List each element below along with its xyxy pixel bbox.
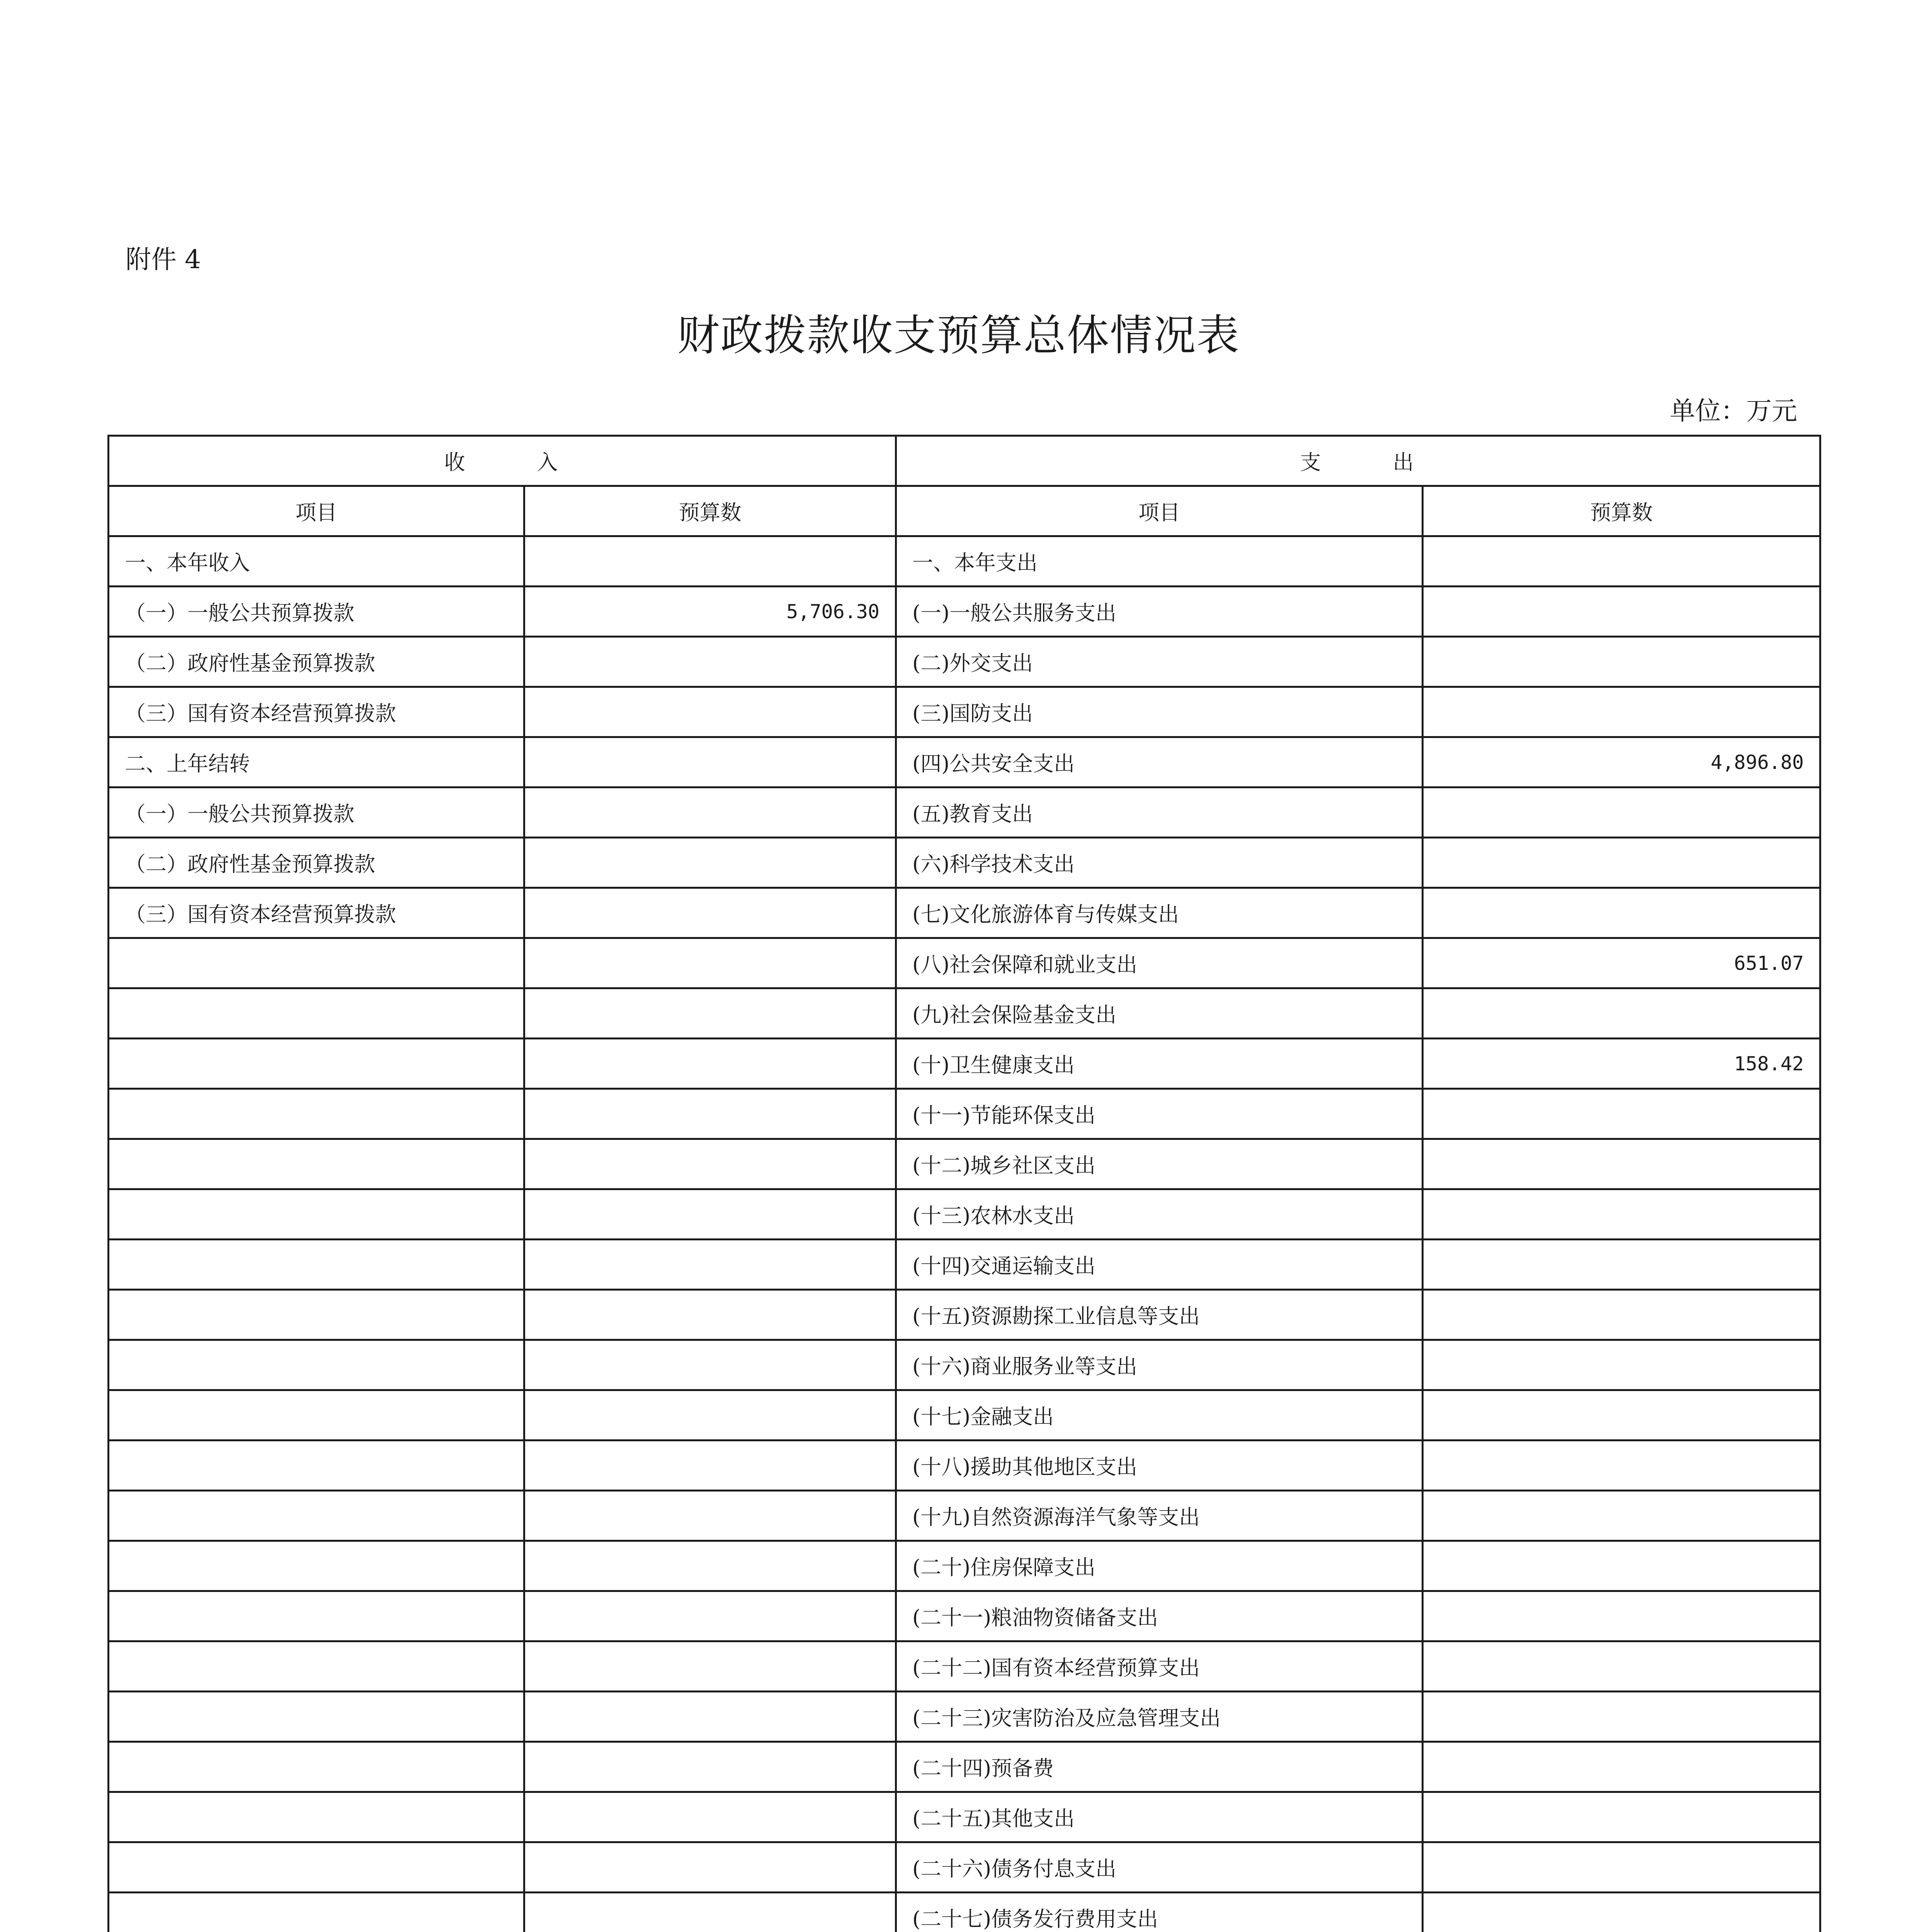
expense-item-cell: (二十一)粮油物资储备支出 (896, 1591, 1423, 1641)
expense-value-cell (1423, 1893, 1820, 1932)
table-row (109, 1139, 1820, 1189)
table-row (109, 1641, 1820, 1692)
income-item-cell: （三）国有资本经营预算拨款 (109, 687, 524, 737)
table-row (109, 1591, 1820, 1641)
income-value-cell (524, 838, 896, 888)
expense-item-cell: (四)公共安全支出 (896, 737, 1423, 787)
table-row (109, 1692, 1820, 1742)
income-value-cell (524, 1893, 896, 1932)
expense-item-cell: (十九)自然资源海洋气象等支出 (896, 1491, 1423, 1541)
income-item-cell (109, 1842, 524, 1893)
income-item-cell (109, 1541, 524, 1591)
income-item-cell (109, 1440, 524, 1491)
income-budget-header: 预算数 (524, 486, 896, 536)
expense-value-cell (1423, 687, 1820, 737)
expense-item-cell: (二十二)国有资本经营预算支出 (896, 1641, 1423, 1692)
expense-value-cell (1423, 1792, 1820, 1842)
expense-item-cell: (二十七)债务发行费用支出 (896, 1893, 1423, 1932)
expense-value-cell (1423, 787, 1820, 838)
expense-value-cell (1423, 1842, 1820, 1893)
income-value-cell (524, 888, 896, 938)
income-item-cell (109, 1591, 524, 1641)
expense-item-header: 项目 (896, 486, 1423, 536)
income-value-cell (524, 1692, 896, 1742)
table-row (109, 988, 1820, 1039)
table-row (109, 1792, 1820, 1842)
income-value-cell (524, 1089, 896, 1139)
income-header: 收 入 (109, 436, 896, 486)
expense-value-cell (1423, 536, 1820, 587)
income-value-cell (524, 1541, 896, 1591)
income-value-cell (524, 1290, 896, 1340)
income-item-cell (109, 1340, 524, 1390)
table-row (109, 1742, 1820, 1792)
income-value-cell (524, 938, 896, 988)
income-value-cell (524, 1240, 896, 1290)
income-item-cell (109, 1390, 524, 1440)
expense-item-cell: (六)科学技术支出 (896, 838, 1423, 888)
expense-item-cell: (一)一般公共服务支出 (896, 587, 1423, 637)
expense-item-cell: (十七)金融支出 (896, 1390, 1423, 1440)
table-row (109, 536, 1820, 587)
table-row (109, 787, 1820, 838)
income-item-cell (109, 1039, 524, 1089)
expense-value-cell (1423, 1591, 1820, 1641)
expense-item-cell: (二十六)债务付息支出 (896, 1842, 1423, 1893)
expense-value-cell: 158.42 (1423, 1039, 1820, 1089)
income-value-cell (524, 988, 896, 1039)
income-value-cell (524, 536, 896, 587)
header-group-row (109, 436, 1820, 486)
income-value-cell (524, 1390, 896, 1440)
table-row (109, 1290, 1820, 1340)
page-title: 财政拨款收支预算总体情况表 (677, 311, 1240, 360)
income-item-cell: （一）一般公共预算拨款 (109, 587, 524, 637)
table-row (109, 1440, 1820, 1491)
expense-item-cell: (十五)资源勘探工业信息等支出 (896, 1290, 1423, 1340)
income-item-cell: （二）政府性基金预算拨款 (109, 838, 524, 888)
expense-value-cell (1423, 1692, 1820, 1742)
header-column-row (109, 486, 1820, 536)
table-body (109, 536, 1820, 1932)
expense-value-cell (1423, 1641, 1820, 1692)
income-item-header: 项目 (109, 486, 524, 536)
expense-value-cell (1423, 1089, 1820, 1139)
income-value-cell (524, 1039, 896, 1089)
income-value-cell (524, 1440, 896, 1491)
income-value-cell: 5,706.30 (524, 587, 896, 637)
income-item-cell (109, 1641, 524, 1692)
table-row (109, 938, 1820, 988)
table-row (109, 1541, 1820, 1591)
income-item-cell (109, 1139, 524, 1189)
income-value-cell (524, 1742, 896, 1792)
expense-value-cell (1423, 1541, 1820, 1591)
expense-item-cell: (十四)交通运输支出 (896, 1240, 1423, 1290)
expense-item-cell: (二十五)其他支出 (896, 1792, 1423, 1842)
expense-item-cell: (十六)商业服务业等支出 (896, 1340, 1423, 1390)
income-item-cell (109, 938, 524, 988)
table-row (109, 1039, 1820, 1089)
expense-item-cell: (十)卫生健康支出 (896, 1039, 1423, 1089)
income-value-cell (524, 737, 896, 787)
income-value-cell (524, 1491, 896, 1541)
income-value-cell (524, 637, 896, 687)
table-row (109, 1340, 1820, 1390)
expense-value-cell: 651.07 (1423, 938, 1820, 988)
income-item-cell: 二、上年结转 (109, 737, 524, 787)
unit-label: 单位：万元 (1670, 396, 1797, 426)
expense-header: 支 出 (896, 436, 1820, 486)
expense-value-cell (1423, 1240, 1820, 1290)
income-item-cell (109, 1893, 524, 1932)
income-item-cell (109, 1240, 524, 1290)
expense-value-cell (1423, 1139, 1820, 1189)
table-header (109, 436, 1820, 536)
table-row (109, 888, 1820, 938)
table-row (109, 587, 1820, 637)
income-value-cell (524, 1139, 896, 1189)
expense-item-cell: (二十四)预备费 (896, 1742, 1423, 1792)
table-row (109, 687, 1820, 737)
expense-item-cell: (二十)住房保障支出 (896, 1541, 1423, 1591)
income-item-cell (109, 1692, 524, 1742)
expense-value-cell (1423, 838, 1820, 888)
income-value-cell (524, 1189, 896, 1240)
expense-item-cell: (七)文化旅游体育与传媒支出 (896, 888, 1423, 938)
income-item-cell (109, 1792, 524, 1842)
expense-item-cell: (十三)农林水支出 (896, 1189, 1423, 1240)
expense-value-cell (1423, 637, 1820, 687)
expense-value-cell (1423, 1390, 1820, 1440)
attachment-label: 附件 4 (126, 245, 201, 274)
income-value-cell (524, 1641, 896, 1692)
income-item-cell: （一）一般公共预算拨款 (109, 787, 524, 838)
income-item-cell (109, 1742, 524, 1792)
income-value-cell (524, 1792, 896, 1842)
table-row (109, 1189, 1820, 1240)
expense-item-cell: (二)外交支出 (896, 637, 1423, 687)
table-row (109, 737, 1820, 787)
table-row (109, 1390, 1820, 1440)
income-item-cell (109, 988, 524, 1039)
income-value-cell (524, 687, 896, 737)
income-value-cell (524, 1591, 896, 1641)
table-row (109, 1842, 1820, 1893)
income-item-cell (109, 1189, 524, 1240)
income-item-cell: （二）政府性基金预算拨款 (109, 637, 524, 687)
income-value-cell (524, 787, 896, 838)
expense-item-cell: (五)教育支出 (896, 787, 1423, 838)
income-item-cell: 一、本年收入 (109, 536, 524, 587)
expense-value-cell (1423, 1491, 1820, 1541)
income-item-cell (109, 1290, 524, 1340)
expense-value-cell (1423, 1189, 1820, 1240)
expense-value-cell (1423, 587, 1820, 637)
expense-item-cell: (三)国防支出 (896, 687, 1423, 737)
expense-item-cell: (十八)援助其他地区支出 (896, 1440, 1423, 1491)
expense-value-cell (1423, 1340, 1820, 1390)
table-row (109, 838, 1820, 888)
table-row (109, 1089, 1820, 1139)
expense-value-cell (1423, 1440, 1820, 1491)
table-row (109, 637, 1820, 687)
income-item-cell (109, 1089, 524, 1139)
expense-value-cell: 4,896.80 (1423, 737, 1820, 787)
budget-table (107, 435, 1821, 1932)
table-row (109, 1491, 1820, 1541)
table-row (109, 1240, 1820, 1290)
expense-item-cell: (十一)节能环保支出 (896, 1089, 1423, 1139)
income-item-cell (109, 1491, 524, 1541)
expense-budget-header: 预算数 (1423, 486, 1820, 536)
expense-item-cell: (九)社会保险基金支出 (896, 988, 1423, 1039)
income-item-cell: （三）国有资本经营预算拨款 (109, 888, 524, 938)
expense-item-cell: (二十三)灾害防治及应急管理支出 (896, 1692, 1423, 1742)
expense-item-cell: (十二)城乡社区支出 (896, 1139, 1423, 1189)
expense-value-cell (1423, 988, 1820, 1039)
expense-value-cell (1423, 888, 1820, 938)
expense-value-cell (1423, 1290, 1820, 1340)
table-row (109, 1893, 1820, 1932)
expense-item-cell: (八)社会保障和就业支出 (896, 938, 1423, 988)
expense-value-cell (1423, 1742, 1820, 1792)
income-value-cell (524, 1842, 896, 1893)
expense-item-cell: 一、本年支出 (896, 536, 1423, 587)
income-value-cell (524, 1340, 896, 1390)
